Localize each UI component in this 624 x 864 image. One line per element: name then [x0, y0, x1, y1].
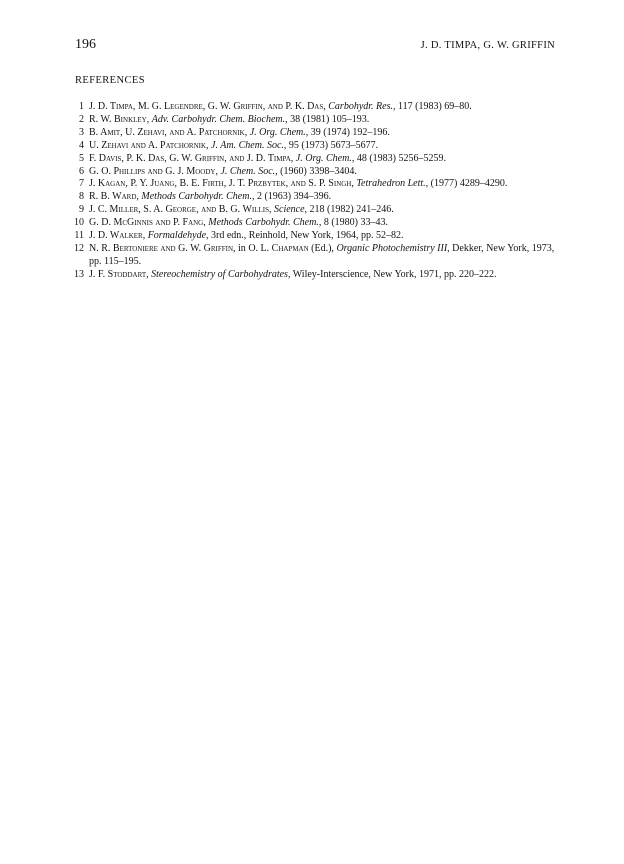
reference-detail: , 3rd edn., Reinhold, New York, 1964, pp. 52–82.	[206, 230, 404, 242]
reference-detail: , 8 (1980) 33–43.	[318, 217, 388, 229]
reference-item	[75, 217, 557, 230]
reference-authors: R. W. Binkley,	[89, 113, 152, 125]
reference-item	[75, 269, 557, 282]
reference-detail: , 95 (1973) 5673–5677.	[283, 139, 379, 151]
reference-detail: , 117 (1983) 69–80.	[393, 101, 472, 112]
reference-title: Stereochemistry of Carbohydrates	[151, 268, 288, 280]
reference-authors: N. R. Bertoniere and G. W. Griffin,	[89, 242, 239, 254]
reference-detail: , 2 (1963) 394–396.	[251, 191, 332, 203]
reference-authors: J. F. Stoddart,	[89, 268, 152, 280]
reference-number: 1	[79, 101, 84, 112]
reference-text	[89, 178, 557, 191]
reference-text	[89, 166, 557, 179]
reference-detail: , 218 (1982) 241–246.	[304, 204, 394, 216]
reference-title: Science	[274, 204, 305, 216]
reference-number: 12	[74, 242, 84, 254]
reference-number: 7	[79, 178, 84, 190]
reference-text	[89, 127, 557, 140]
reference-authors: R. B. Ward,	[89, 191, 142, 203]
reference-title: J. Org. Chem.	[249, 126, 306, 138]
reference-text	[89, 140, 557, 153]
reference-item	[75, 178, 557, 191]
reference-authors: G. D. McGinnis and P. Fang,	[89, 217, 209, 229]
reference-detail: in	[238, 242, 249, 254]
reference-title: J. Am. Chem. Soc.	[211, 139, 284, 151]
reference-text	[89, 101, 557, 114]
reference-detail: , Dekker, New York, 1973, pp. 115–195.	[89, 242, 555, 267]
reference-text	[89, 230, 557, 243]
reference-number: 5	[79, 152, 84, 164]
page-number: 196	[75, 37, 96, 52]
reference-number: 3	[79, 126, 84, 138]
reference-authors: J. C. Miller, S. A. George, and B. G. Willis,	[89, 204, 274, 216]
reference-authors: J. D. Walker,	[89, 230, 148, 242]
reference-item	[75, 153, 557, 166]
reference-detail: , 39 (1974) 192–196.	[305, 126, 390, 138]
reference-detail: , 48 (1983) 5256–5259.	[351, 152, 446, 164]
reference-item	[75, 243, 557, 269]
reference-text	[89, 269, 557, 282]
reference-number: 8	[79, 191, 84, 203]
reference-item	[75, 204, 557, 217]
section-heading: REFERENCES	[75, 75, 145, 86]
reference-item	[75, 230, 557, 243]
reference-text	[89, 153, 557, 166]
reference-authors: O. L. Chapman	[248, 242, 312, 254]
reference-detail: , (1977) 4289–4290.	[425, 178, 508, 190]
reference-title: Formaldehyde	[147, 230, 207, 242]
reference-number: 11	[74, 230, 84, 242]
reference-text	[89, 114, 557, 127]
reference-detail: , (1960) 3398–3404.	[275, 165, 357, 177]
reference-authors: G. O. Phillips and G. J. Moody,	[89, 165, 221, 177]
reference-title: J. Chem. Soc.	[220, 165, 276, 177]
reference-number: 4	[79, 139, 84, 151]
reference-authors: B. Amit, U. Zehavi, and A. Patchornik,	[89, 126, 250, 138]
reference-title: Methods Carbohydr. Chem.	[141, 191, 252, 203]
reference-title: Carbohydr. Res.	[328, 101, 393, 112]
reference-title: Adv. Carbohydr. Chem. Biochem.	[151, 113, 286, 125]
reference-item	[75, 191, 557, 204]
reference-authors: J. Kagan, P. Y. Juang, B. E. Firth, J. T. Przbytek, and S. P. Singh,	[89, 178, 357, 190]
reference-title: Methods Carbohydr. Chem.	[208, 217, 319, 229]
reference-text	[89, 243, 557, 269]
reference-item	[75, 101, 557, 114]
reference-text	[89, 191, 557, 204]
reference-authors: F. Davis, P. K. Das, G. W. Griffin, and J. D. Timpa,	[89, 152, 296, 164]
reference-list	[75, 101, 557, 282]
reference-number: 9	[79, 204, 84, 216]
reference-item	[75, 114, 557, 127]
reference-text	[89, 204, 557, 217]
reference-title: Tetrahedron Lett.	[356, 178, 426, 190]
reference-item	[75, 140, 557, 153]
reference-number: 10	[74, 217, 84, 229]
reference-title: J. Org. Chem.	[295, 152, 352, 164]
reference-detail: , 38 (1981) 105–193.	[285, 113, 370, 125]
reference-number: 13	[74, 268, 84, 280]
reference-detail: (Ed.),	[311, 242, 337, 254]
reference-number: 6	[79, 165, 84, 177]
running-head: J. D. TIMPA, G. W. GRIFFIN	[420, 40, 555, 51]
reference-authors: J. D. Timpa, M. G. Legendre, G. W. Griffin, and P. K. Das,	[89, 101, 329, 112]
reference-number: 2	[79, 113, 84, 125]
reference-authors: U. Zehavi and A. Patchornik,	[89, 139, 212, 151]
reference-item	[75, 166, 557, 179]
reference-item	[75, 127, 557, 140]
reference-title: Organic Photochemistry III	[336, 242, 448, 254]
reference-detail: , Wiley-Interscience, New York, 1971, pp. 220–222.	[287, 268, 497, 280]
reference-text	[89, 217, 557, 230]
